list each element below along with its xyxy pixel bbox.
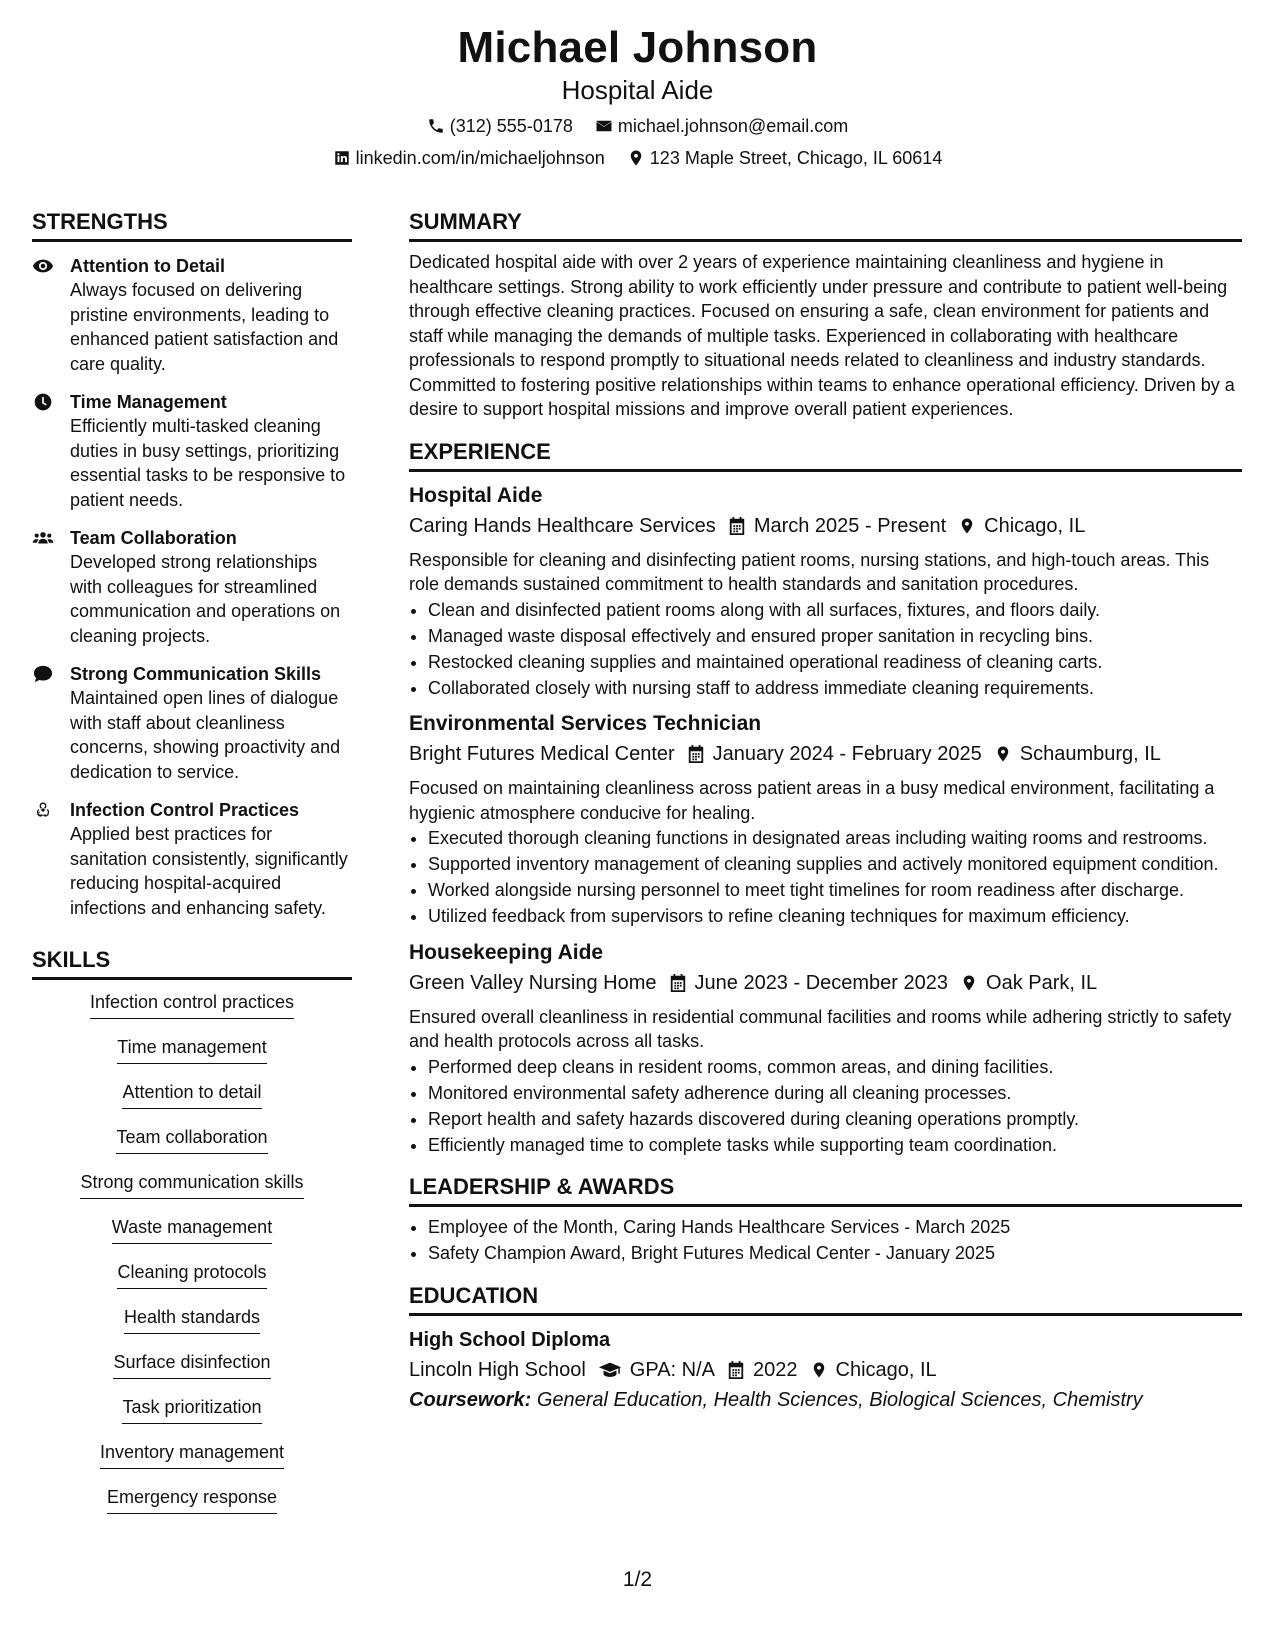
job-bullet: • Worked alongside nursing personnel to meet tight timelines for room readiness after discharge. <box>428 878 1242 903</box>
linkedin-icon <box>333 149 351 167</box>
candidate-title: Hospital Aide <box>561 75 714 105</box>
job-role: Housekeeping Aide <box>409 940 604 964</box>
address-contact <box>627 146 943 170</box>
skill-label: Health standards <box>124 1305 260 1334</box>
phone-icon <box>427 117 445 135</box>
coursework <box>409 1386 1242 1414</box>
job-description: Responsible for cleaning and disinfecting patient rooms, nursing stations, and high-touch areas. This role demands sustained commitment to health standards and sanitation procedures. <box>409 549 1210 594</box>
education-school: Lincoln High School <box>409 1358 586 1381</box>
left-column <box>32 208 352 1530</box>
award-item: • Employee of the Month, Caring Hands Healthcare Services - March 2025 <box>428 1215 1242 1240</box>
job-meta <box>409 512 1242 540</box>
map-pin-icon <box>810 1360 828 1380</box>
eye-icon <box>32 256 54 276</box>
job-description: Ensured overall cleanliness in residential communal facilities and rooms while adhering strictly to safety and health protocols across all tasks. <box>409 1006 1232 1051</box>
strength-desc: Developed strong relationships with colleagues for streamlined communication and operations on cleaning projects. <box>70 552 341 646</box>
skill-item <box>32 1305 352 1337</box>
job-dates: March 2025 - Present <box>753 514 947 537</box>
job-bullet: • Report health and safety hazards discovered during cleaning operations promptly. <box>428 1107 1242 1132</box>
job-bullets <box>409 1055 1242 1158</box>
clock-icon <box>32 392 54 412</box>
skill-item <box>32 1080 352 1112</box>
skill-item <box>32 990 352 1022</box>
education-heading: EDUCATION <box>409 1282 1242 1316</box>
address-text: 123 Maple Street, Chicago, IL 60614 <box>649 148 943 168</box>
calendar-icon <box>669 973 687 993</box>
candidate-name: Michael Johnson <box>457 23 818 72</box>
phone-contact <box>427 114 573 138</box>
resume-header <box>0 22 1275 170</box>
job-company: Caring Hands Healthcare Services <box>409 514 716 537</box>
strength-desc: Efficiently multi-tasked cleaning duties in busy settings, prioritizing essential tasks to be responsive to patient needs. <box>70 416 346 510</box>
skill-label: Attention to detail <box>122 1080 261 1109</box>
strength-title: Infection Control Practices <box>70 800 300 820</box>
coursework-list: General Education, Health Sciences, Biological Sciences, Chemistry <box>536 1388 1143 1411</box>
job-dates: January 2024 - February 2025 <box>712 743 982 765</box>
job-company: Bright Futures Medical Center <box>409 743 675 765</box>
phone-text: (312) 555-0178 <box>449 116 573 136</box>
job-bullet: • Collaborated closely with nursing staff to address immediate cleaning requirements. <box>428 676 1242 701</box>
skill-label: Inventory management <box>100 1440 284 1469</box>
job-entry <box>409 710 1242 929</box>
map-pin-icon <box>958 516 976 536</box>
strength-item <box>32 390 352 512</box>
job-company: Green Valley Nursing Home <box>409 971 657 994</box>
job-location: Oak Park, IL <box>986 971 1098 994</box>
calendar-icon <box>687 744 705 764</box>
education-entry <box>409 1326 1242 1414</box>
experience-heading: EXPERIENCE <box>409 438 1242 472</box>
strength-item <box>32 798 352 920</box>
strength-title: Attention to Detail <box>70 256 225 276</box>
job-role: Environmental Services Technician <box>409 712 762 735</box>
skills-list <box>32 990 352 1517</box>
job-bullet: • Restocked cleaning supplies and maintained operational readiness of cleaning carts. <box>428 650 1242 675</box>
skill-label: Team collaboration <box>116 1125 267 1154</box>
skill-item <box>32 1170 352 1202</box>
strengths-heading: STRENGTHS <box>32 208 352 242</box>
education-degree: High School Diploma <box>409 1328 611 1351</box>
strength-title: Time Management <box>70 392 227 412</box>
coursework-label: Coursework: <box>409 1388 532 1411</box>
job-meta <box>409 740 1242 768</box>
job-bullets <box>409 598 1242 701</box>
education-location: Chicago, IL <box>835 1358 937 1381</box>
skill-item <box>32 1440 352 1472</box>
skill-label: Emergency response <box>107 1485 277 1514</box>
email-text[interactable]: michael.johnson@email.com <box>617 116 849 136</box>
job-bullet: • Monitored environmental safety adherence during all cleaning processes. <box>428 1081 1242 1106</box>
strength-desc: Maintained open lines of dialogue with staff about cleanliness concerns, showing proactivity and dedication to service. <box>70 688 341 782</box>
job-location: Schaumburg, IL <box>1019 743 1161 765</box>
education-gpa: GPA: N/A <box>629 1358 715 1381</box>
skill-item <box>32 1215 352 1247</box>
page-number: 1/2 <box>622 1568 653 1591</box>
linkedin-text[interactable]: linkedin.com/in/michaeljohnson <box>355 148 605 168</box>
skill-label: Waste management <box>112 1215 272 1244</box>
calendar-icon <box>727 1360 745 1380</box>
email-contact[interactable] <box>595 114 848 138</box>
comment-icon <box>32 664 54 684</box>
leadership-list <box>409 1215 1242 1266</box>
skill-item <box>32 1485 352 1517</box>
job-bullet: • Supported inventory management of cleaning supplies and actively monitored equipment condition. <box>428 852 1242 877</box>
job-bullet: • Performed deep cleans in resident rooms, common areas, and dining facilities. <box>428 1055 1242 1080</box>
skill-label: Surface disinfection <box>113 1350 270 1379</box>
job-bullet: • Clean and disinfected patient rooms along with all surfaces, fixtures, and floors daily. <box>428 598 1242 623</box>
strength-title: Strong Communication Skills <box>70 664 322 684</box>
job-location: Chicago, IL <box>984 514 1086 537</box>
skills-heading: SKILLS <box>32 946 352 980</box>
skill-label: Infection control practices <box>90 990 294 1019</box>
skill-label: Cleaning protocols <box>117 1260 266 1289</box>
job-role: Hospital Aide <box>409 483 543 507</box>
leadership-heading: LEADERSHIP & AWARDS <box>409 1173 1242 1207</box>
job-bullet: • Executed thorough cleaning functions in designated areas including waiting rooms and restrooms. <box>428 826 1242 851</box>
skill-label: Time management <box>117 1035 266 1064</box>
calendar-icon <box>728 516 746 536</box>
contact-row-1 <box>0 114 1275 138</box>
strength-desc: Always focused on delivering pristine environments, leading to enhanced patient satisfaction and care quality. <box>70 280 339 374</box>
job-dates: June 2023 - December 2023 <box>694 971 949 994</box>
job-entry <box>409 482 1242 701</box>
award-item: • Safety Champion Award, Bright Futures Medical Center - January 2025 <box>428 1241 1242 1266</box>
strength-item <box>32 526 352 648</box>
job-bullets <box>409 826 1242 929</box>
strength-title: Team Collaboration <box>70 528 237 548</box>
summary-heading: SUMMARY <box>409 208 1242 242</box>
map-pin-icon <box>994 744 1012 764</box>
strength-item <box>32 254 352 376</box>
skill-label: Task prioritization <box>122 1395 261 1424</box>
skill-label: Strong communication skills <box>80 1170 303 1199</box>
education-year: 2022 <box>753 1358 798 1381</box>
graduation-cap-icon <box>598 1360 622 1380</box>
envelope-icon <box>595 117 613 135</box>
linkedin-contact[interactable] <box>333 146 605 170</box>
users-icon <box>32 528 54 548</box>
summary-text: Dedicated hospital aide with over 2 years of experience maintaining cleanliness and hygiene in healthcare settings. Strong ability to work efficiently under pressure and contribute to patient well-being through effective cleaning practices. Focused on ensuring a safe, clean environment for patients and staff while managing the demands of multiple tasks. Experienced in collaborating with healthcare professionals to respond promptly to situational needs related to cleanliness and industry standards. Committed to fostering positive relationships within teams to enhance operational efficiency. Driven by a desire to support hospital missions and improve overall patient experiences. <box>409 252 1235 419</box>
job-bullet: • Managed waste disposal effectively and ensured proper sanitation in recycling bins. <box>428 624 1242 649</box>
job-meta <box>409 969 1242 997</box>
strength-desc: Applied best practices for sanitation consistently, significantly reducing hospital-acquired infections and enhancing safety. <box>70 824 348 918</box>
map-pin-icon <box>627 149 645 167</box>
skill-item <box>32 1125 352 1157</box>
skill-item <box>32 1260 352 1292</box>
contact-row-2 <box>0 146 1275 170</box>
skill-item <box>32 1035 352 1067</box>
map-pin-icon <box>960 973 978 993</box>
skill-item <box>32 1395 352 1427</box>
right-column <box>409 208 1242 1414</box>
skill-item <box>32 1350 352 1382</box>
strength-item <box>32 662 352 784</box>
job-description: Focused on maintaining cleanliness across patient areas in a busy medical environment, facilitating a hygienic atmosphere conducive for healing. <box>409 778 1215 823</box>
job-entry <box>409 939 1242 1158</box>
job-bullet: • Efficiently managed time to complete tasks while supporting team coordination. <box>428 1133 1242 1158</box>
education-meta <box>409 1356 1242 1384</box>
biohazard-icon <box>32 800 54 820</box>
job-bullet: • Utilized feedback from supervisors to refine cleaning techniques for maximum efficiency. <box>428 904 1242 929</box>
